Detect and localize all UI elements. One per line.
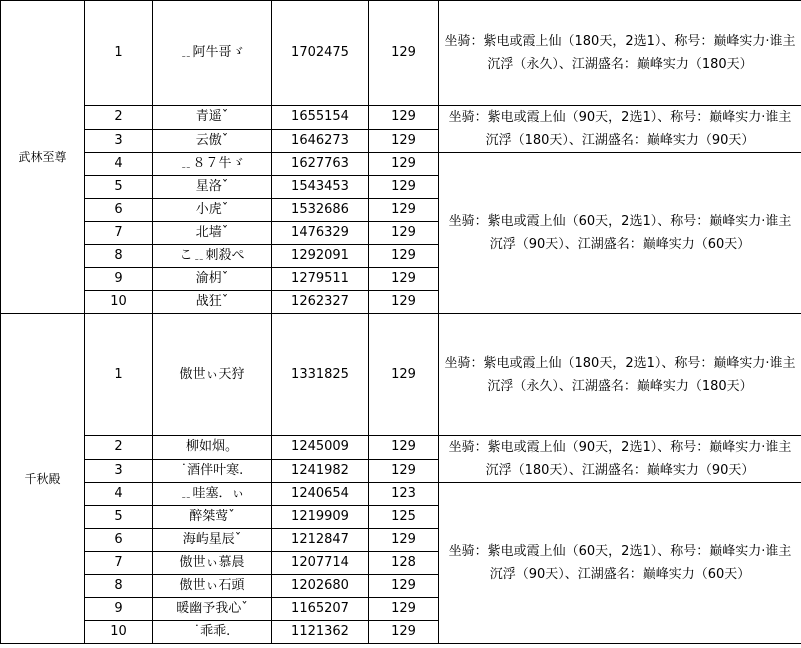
score-cell: 1532686 (272, 199, 369, 222)
rank-cell: 1 (85, 314, 153, 436)
score-cell: 1627763 (272, 153, 369, 176)
reward-cell: 坐骑：紫电或霞上仙（90天，2选1）、称号：巅峰实力·谁主沉浮（180天）、江湖盛名：巅峰实力（90天） (439, 106, 801, 153)
rank-cell: 4 (85, 153, 153, 176)
table-row (1, 483, 801, 506)
player-name-cell: ﹎８７牛ゞ (153, 153, 272, 176)
rank-cell: 3 (85, 129, 153, 153)
rank-cell: 10 (85, 291, 153, 314)
level-cell: 129 (369, 621, 439, 644)
level-cell: 123 (369, 483, 439, 506)
rank-cell: 2 (85, 106, 153, 130)
rank-cell: 5 (85, 506, 153, 529)
level-cell: 129 (369, 106, 439, 130)
player-name-cell: ˙酒伴叶寒. (153, 459, 272, 483)
reward-cell: 坐骑：紫电或霞上仙（180天，2选1）、称号：巅峰实力·谁主沉浮（永久）、江湖盛名：巅峰实力（180天） (439, 314, 801, 436)
level-cell: 125 (369, 506, 439, 529)
score-cell: 1241982 (272, 459, 369, 483)
player-name-cell: 傲世ぃ慕晨 (153, 552, 272, 575)
player-name-cell: 柳如烟。 (153, 436, 272, 460)
score-cell: 1165207 (272, 598, 369, 621)
player-name-cell: 渝枂ˇ (153, 268, 272, 291)
level-cell: 129 (369, 129, 439, 153)
player-name-cell: ﹎阿牛哥ゞ (153, 1, 272, 106)
rank-cell: 4 (85, 483, 153, 506)
level-cell: 129 (369, 291, 439, 314)
score-cell: 1207714 (272, 552, 369, 575)
score-cell: 1202680 (272, 575, 369, 598)
server-name: 武林至尊 (1, 1, 85, 314)
rank-cell: 8 (85, 245, 153, 268)
level-cell: 129 (369, 459, 439, 483)
level-cell: 129 (369, 529, 439, 552)
player-name-cell: 傲世ぃ天狩 (153, 314, 272, 436)
player-name-cell: 星洛ˇ (153, 176, 272, 199)
player-name-cell: ﹎哇塞．ぃ (153, 483, 272, 506)
score-cell: 1262327 (272, 291, 369, 314)
reward-cell: 坐骑：紫电或霞上仙（60天，2选1）、称号：巅峰实力·谁主沉浮（90天）、江湖盛名：巅峰实力（60天） (439, 483, 801, 644)
reward-cell: 坐骑：紫电或霞上仙（180天，2选1）、称号：巅峰实力·谁主沉浮（永久）、江湖盛名：巅峰实力（180天） (439, 1, 801, 106)
score-cell: 1212847 (272, 529, 369, 552)
player-name-cell: 北墙ˇ (153, 222, 272, 245)
level-cell: 129 (369, 598, 439, 621)
rank-cell: 3 (85, 459, 153, 483)
score-cell: 1219909 (272, 506, 369, 529)
player-name-cell: 海屿星辰ˇ (153, 529, 272, 552)
rank-cell: 10 (85, 621, 153, 644)
player-name-cell: 小虎ˇ (153, 199, 272, 222)
score-cell: 1240654 (272, 483, 369, 506)
level-cell: 129 (369, 436, 439, 460)
score-cell: 1702475 (272, 1, 369, 106)
level-cell: 129 (369, 222, 439, 245)
score-cell: 1245009 (272, 436, 369, 460)
score-cell: 1646273 (272, 129, 369, 153)
player-name-cell: こ﹎刺殺ぺ (153, 245, 272, 268)
player-name-cell: 傲世ぃ石頭 (153, 575, 272, 598)
player-name-cell: 战狂ˇ (153, 291, 272, 314)
rank-cell: 9 (85, 268, 153, 291)
rank-cell: 6 (85, 529, 153, 552)
score-cell: 1543453 (272, 176, 369, 199)
rank-cell: 7 (85, 552, 153, 575)
rank-cell: 9 (85, 598, 153, 621)
player-name-cell: ˙乖乖. (153, 621, 272, 644)
level-cell: 129 (369, 176, 439, 199)
level-cell: 129 (369, 268, 439, 291)
score-cell: 1279511 (272, 268, 369, 291)
player-name-cell: 云傲ˇ (153, 129, 272, 153)
player-name-cell: 醉桀莺ˇ (153, 506, 272, 529)
table-row (1, 106, 801, 130)
rank-cell: 7 (85, 222, 153, 245)
table-row (1, 153, 801, 176)
score-cell: 1121362 (272, 621, 369, 644)
table-row (1, 436, 801, 460)
player-name-cell: 青遥ˇ (153, 106, 272, 130)
rank-cell: 1 (85, 1, 153, 106)
reward-cell: 坐骑：紫电或霞上仙（90天，2选1）、称号：巅峰实力·谁主沉浮（180天）、江湖盛名：巅峰实力（90天） (439, 436, 801, 483)
score-cell: 1331825 (272, 314, 369, 436)
level-cell: 129 (369, 153, 439, 176)
level-cell: 128 (369, 552, 439, 575)
rank-cell: 8 (85, 575, 153, 598)
server-name: 千秋殿 (1, 314, 85, 644)
score-cell: 1476329 (272, 222, 369, 245)
rank-cell: 6 (85, 199, 153, 222)
rank-cell: 2 (85, 436, 153, 460)
player-name-cell: 暖幽予我心ˇ (153, 598, 272, 621)
table-row (1, 314, 801, 436)
level-cell: 129 (369, 575, 439, 598)
rank-cell: 5 (85, 176, 153, 199)
table-row (1, 1, 801, 106)
level-cell: 129 (369, 314, 439, 436)
level-cell: 129 (369, 1, 439, 106)
reward-cell: 坐骑：紫电或霞上仙（60天，2选1）、称号：巅峰实力·谁主沉浮（90天）、江湖盛名：巅峰实力（60天） (439, 153, 801, 314)
score-cell: 1292091 (272, 245, 369, 268)
level-cell: 129 (369, 199, 439, 222)
level-cell: 129 (369, 245, 439, 268)
score-cell: 1655154 (272, 106, 369, 130)
